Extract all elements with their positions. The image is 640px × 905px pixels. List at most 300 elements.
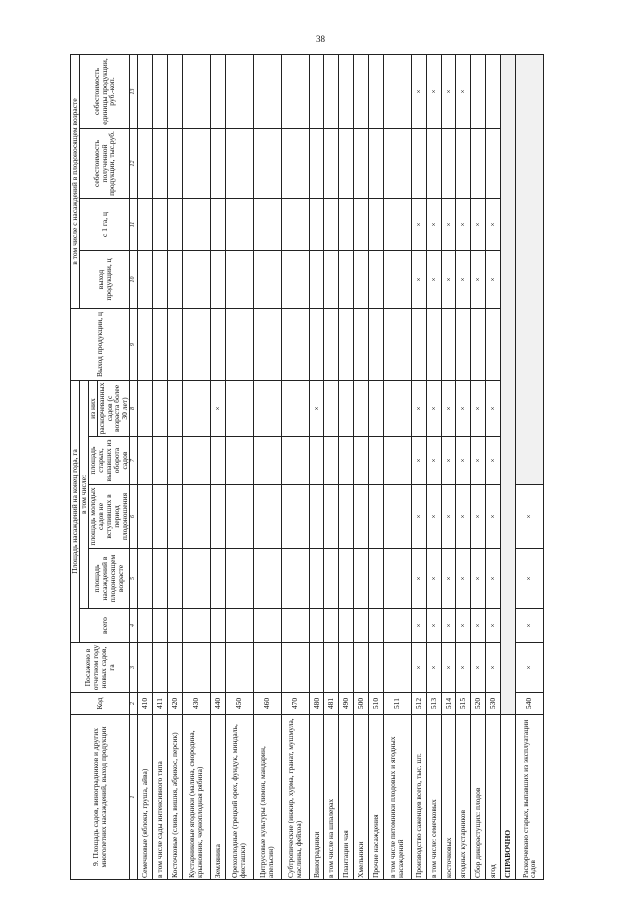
table-cell[interactable]	[309, 129, 324, 199]
table-row	[471, 55, 486, 880]
table-cell[interactable]	[339, 309, 354, 381]
table-row	[486, 55, 501, 880]
table-cell[interactable]: ×	[441, 55, 456, 129]
header-uproot: раскорчеванных садов (с возраста более 30 лет)	[97, 381, 130, 437]
table-cell[interactable]: ×	[471, 381, 486, 437]
table-cell[interactable]: ×	[441, 609, 456, 643]
row-code: 411	[152, 693, 167, 715]
table-cell[interactable]	[152, 549, 167, 609]
row-label: ягод	[486, 715, 501, 880]
table-cell[interactable]	[182, 643, 210, 693]
row-code: 500	[354, 693, 369, 715]
table-cell[interactable]	[210, 129, 225, 199]
table-cell[interactable]	[383, 199, 411, 251]
table-cell[interactable]	[309, 251, 324, 309]
table-cell[interactable]	[167, 129, 182, 199]
orchards-table	[70, 54, 544, 880]
row-label: Семечковые (яблоки, груша, айва)	[138, 715, 153, 880]
table-cell[interactable]	[253, 309, 281, 381]
table-cell[interactable]	[354, 381, 369, 437]
table-cell[interactable]	[309, 609, 324, 643]
table-cell[interactable]	[339, 381, 354, 437]
table-cell[interactable]	[441, 129, 456, 199]
table-cell[interactable]	[324, 55, 339, 129]
table-cell[interactable]	[369, 437, 384, 485]
table-cell[interactable]	[383, 437, 411, 485]
table-cell[interactable]	[354, 437, 369, 485]
row-label: Плантации чая	[339, 715, 354, 880]
row-label: Субтропические (инжир, хурма, гранат, мушмула, маслины, фейхоа)	[281, 715, 309, 880]
table-cell[interactable]	[369, 309, 384, 381]
table-cell[interactable]	[309, 643, 324, 693]
table-cell[interactable]	[167, 437, 182, 485]
table-cell[interactable]	[182, 485, 210, 549]
table-cell[interactable]: ×	[411, 549, 426, 609]
table-cell[interactable]	[210, 643, 225, 693]
table-cell[interactable]	[225, 251, 253, 309]
table-cell[interactable]: ×	[411, 609, 426, 643]
table-cell[interactable]	[225, 437, 253, 485]
table-cell[interactable]: ×	[426, 251, 441, 309]
table-cell[interactable]	[281, 609, 309, 643]
table-cell[interactable]: ×	[515, 485, 543, 549]
row-code: 481	[324, 693, 339, 715]
table-cell[interactable]	[281, 549, 309, 609]
table-row	[253, 55, 281, 880]
table-cell[interactable]	[456, 129, 471, 199]
table-cell[interactable]: ×	[411, 199, 426, 251]
table-cell[interactable]	[152, 643, 167, 693]
table-cell[interactable]	[138, 251, 153, 309]
column-index-cell: 13	[130, 55, 138, 129]
table-cell[interactable]	[167, 643, 182, 693]
table-cell[interactable]	[324, 381, 339, 437]
table-cell[interactable]: ×	[441, 199, 456, 251]
row-code: 520	[471, 693, 486, 715]
table-cell[interactable]	[309, 199, 324, 251]
table-cell[interactable]: ×	[426, 485, 441, 549]
table-cell[interactable]	[138, 609, 153, 643]
table-row	[281, 55, 309, 880]
table-cell[interactable]	[225, 199, 253, 251]
table-cell[interactable]	[138, 55, 153, 129]
table-cell[interactable]	[354, 609, 369, 643]
table-cell[interactable]: ×	[441, 485, 456, 549]
table-cell[interactable]	[324, 129, 339, 199]
table-cell[interactable]: ×	[471, 199, 486, 251]
row-label: Производство саженцев всего, тыс. шт.	[411, 715, 426, 880]
table-cell[interactable]	[309, 549, 324, 609]
table-cell[interactable]	[152, 199, 167, 251]
header-cost: себестоимость полученной продукции, тыс.руб.	[79, 129, 129, 199]
table-row	[383, 55, 411, 880]
table-cell[interactable]	[324, 437, 339, 485]
table-cell[interactable]: ×	[426, 437, 441, 485]
table-cell[interactable]	[152, 437, 167, 485]
column-index-cell: 9	[130, 309, 138, 381]
column-index-cell: 8	[130, 381, 138, 437]
table-cell[interactable]	[426, 129, 441, 199]
table-cell[interactable]	[281, 643, 309, 693]
table-cell[interactable]	[225, 609, 253, 643]
table-row	[339, 55, 354, 880]
table-cell[interactable]	[182, 199, 210, 251]
table-cell[interactable]: ×	[210, 381, 225, 437]
table-cell[interactable]	[210, 55, 225, 129]
table-cell[interactable]: ×	[486, 437, 501, 485]
table-cell[interactable]	[182, 609, 210, 643]
table-cell[interactable]: ×	[471, 609, 486, 643]
table-cell[interactable]	[225, 55, 253, 129]
table-cell[interactable]	[354, 55, 369, 129]
row-code: 515	[456, 693, 471, 715]
table-cell[interactable]	[225, 309, 253, 381]
table-cell[interactable]	[281, 381, 309, 437]
table-cell[interactable]	[253, 485, 281, 549]
table-cell[interactable]	[339, 251, 354, 309]
table-cell[interactable]	[253, 609, 281, 643]
row-code: 511	[383, 693, 411, 715]
table-cell[interactable]	[486, 129, 501, 199]
column-index-cell: 2	[130, 693, 138, 715]
table-cell[interactable]	[225, 549, 253, 609]
table-cell[interactable]	[253, 199, 281, 251]
table-cell[interactable]	[210, 309, 225, 381]
column-index-cell: 5	[130, 549, 138, 609]
table-cell[interactable]	[167, 549, 182, 609]
row-code: 430	[182, 693, 210, 715]
header-yield: с 1 га, ц	[79, 199, 129, 251]
table-cell[interactable]	[182, 251, 210, 309]
table-cell[interactable]: ×	[486, 251, 501, 309]
table-cell[interactable]: ×	[441, 643, 456, 693]
table-cell[interactable]: ×	[471, 437, 486, 485]
row-label: в том числе на шпалерах	[324, 715, 339, 880]
table-cell[interactable]	[324, 309, 339, 381]
table-cell[interactable]	[383, 55, 411, 129]
table-cell[interactable]	[486, 309, 501, 381]
table-cell[interactable]	[138, 437, 153, 485]
table-cell[interactable]	[138, 549, 153, 609]
row-code: 440	[210, 693, 225, 715]
table-cell[interactable]: ×	[441, 437, 456, 485]
table-cell[interactable]	[339, 437, 354, 485]
table-cell[interactable]	[225, 485, 253, 549]
table-cell[interactable]	[138, 485, 153, 549]
table-cell[interactable]	[324, 199, 339, 251]
table-cell[interactable]: ×	[456, 609, 471, 643]
row-label: ягодных кустарников	[456, 715, 471, 880]
table-cell[interactable]: ×	[456, 251, 471, 309]
row-label: Кустарниковые ягодники (малина, смородина, крыжовник, черноплодная рябина)	[182, 715, 210, 880]
table-cell[interactable]	[411, 309, 426, 381]
table-cell[interactable]	[354, 309, 369, 381]
row-code: 480	[309, 693, 324, 715]
table-cell[interactable]	[225, 381, 253, 437]
row-code: 460	[253, 693, 281, 715]
table-row	[225, 55, 253, 880]
column-index-cell: 11	[130, 199, 138, 251]
table-cell[interactable]: ×	[471, 485, 486, 549]
header-code: Код	[71, 693, 130, 715]
table-cell[interactable]: ×	[411, 485, 426, 549]
table-cell[interactable]	[253, 251, 281, 309]
table-cell[interactable]	[383, 129, 411, 199]
table-cell[interactable]	[210, 609, 225, 643]
table-row	[167, 55, 182, 880]
table-cell[interactable]	[138, 199, 153, 251]
table-cell[interactable]: ×	[456, 199, 471, 251]
table-cell[interactable]	[383, 485, 411, 549]
table-cell[interactable]	[182, 381, 210, 437]
table-cell[interactable]	[471, 129, 486, 199]
table-cell[interactable]: ×	[486, 199, 501, 251]
table-cell[interactable]: ×	[441, 549, 456, 609]
table-cell[interactable]	[167, 55, 182, 129]
table-cell[interactable]	[253, 437, 281, 485]
table-cell[interactable]	[152, 129, 167, 199]
header-of-which: из них	[88, 381, 97, 437]
table-cell[interactable]	[486, 55, 501, 129]
table-cell[interactable]	[369, 643, 384, 693]
table-cell[interactable]	[210, 199, 225, 251]
table-cell[interactable]	[253, 643, 281, 693]
table-cell[interactable]	[354, 199, 369, 251]
table-cell[interactable]	[281, 309, 309, 381]
table-cell[interactable]	[253, 55, 281, 129]
table-cell[interactable]: ×	[486, 643, 501, 693]
table-cell[interactable]: ×	[411, 381, 426, 437]
table-cell[interactable]	[225, 643, 253, 693]
table-cell[interactable]	[182, 549, 210, 609]
reference-title-fill	[500, 55, 515, 715]
table-cell[interactable]	[309, 55, 324, 129]
form-section-9	[70, 55, 544, 880]
table-cell[interactable]	[339, 55, 354, 129]
table-cell[interactable]	[324, 485, 339, 549]
table-cell[interactable]	[253, 381, 281, 437]
row-label: косточковых	[441, 715, 456, 880]
table-cell[interactable]	[167, 199, 182, 251]
row-code: 420	[167, 693, 182, 715]
table-cell[interactable]	[281, 437, 309, 485]
table-cell[interactable]	[182, 55, 210, 129]
table-cell[interactable]	[339, 199, 354, 251]
table-cell[interactable]	[225, 129, 253, 199]
table-cell[interactable]	[339, 609, 354, 643]
reference-empty-fill	[515, 55, 543, 485]
table-cell[interactable]: ×	[426, 199, 441, 251]
table-row	[411, 55, 426, 880]
table-cell[interactable]	[152, 55, 167, 129]
table-cell[interactable]	[383, 643, 411, 693]
table-cell[interactable]	[471, 309, 486, 381]
table-cell[interactable]	[383, 549, 411, 609]
row-code: 510	[369, 693, 384, 715]
column-index-cell: 12	[130, 129, 138, 199]
table-cell[interactable]	[471, 55, 486, 129]
table-cell[interactable]	[167, 381, 182, 437]
table-cell[interactable]: ×	[456, 643, 471, 693]
row-label: Виноградники	[309, 715, 324, 880]
table-cell[interactable]	[152, 309, 167, 381]
table-cell[interactable]: ×	[456, 55, 471, 129]
table-cell[interactable]: ×	[411, 643, 426, 693]
row-label: Сбор дикорастущих: плодов	[471, 715, 486, 880]
table-cell[interactable]: ×	[411, 437, 426, 485]
table-cell[interactable]	[253, 549, 281, 609]
table-cell[interactable]	[369, 609, 384, 643]
table-cell[interactable]	[339, 485, 354, 549]
header-planted: Посажено в отчетном году новых садов, га	[71, 643, 130, 693]
table-row	[369, 55, 384, 880]
table-cell[interactable]	[167, 309, 182, 381]
table-cell[interactable]: ×	[486, 381, 501, 437]
table-cell[interactable]	[339, 643, 354, 693]
table-cell[interactable]: ×	[426, 381, 441, 437]
reference-title-row	[500, 55, 515, 880]
table-cell[interactable]	[369, 251, 384, 309]
table-cell[interactable]	[138, 643, 153, 693]
table-cell[interactable]	[182, 309, 210, 381]
table-cell[interactable]	[281, 251, 309, 309]
table-cell[interactable]	[324, 549, 339, 609]
table-cell[interactable]: ×	[456, 437, 471, 485]
row-code: 512	[411, 693, 426, 715]
table-cell[interactable]: ×	[486, 609, 501, 643]
table-cell[interactable]	[354, 129, 369, 199]
table-cell[interactable]: ×	[309, 381, 324, 437]
table-cell[interactable]: ×	[471, 549, 486, 609]
table-cell[interactable]: ×	[426, 55, 441, 129]
table-cell[interactable]: ×	[456, 381, 471, 437]
row-label: Цитрусовые культуры (лимон, мандарин, апельсин)	[253, 715, 281, 880]
table-cell[interactable]	[152, 381, 167, 437]
table-cell[interactable]	[339, 549, 354, 609]
table-cell[interactable]	[383, 381, 411, 437]
header-output: Выход продукции, ц	[71, 309, 130, 381]
table-cell[interactable]	[167, 609, 182, 643]
table-cell[interactable]	[210, 251, 225, 309]
table-cell[interactable]: ×	[486, 549, 501, 609]
table-cell[interactable]	[411, 129, 426, 199]
table-cell[interactable]: ×	[515, 643, 543, 693]
table-cell[interactable]: ×	[471, 251, 486, 309]
table-cell[interactable]	[182, 129, 210, 199]
table-cell[interactable]	[354, 251, 369, 309]
row-label: в том числе питомники плодовых и ягодных насаждений	[383, 715, 411, 880]
table-cell[interactable]	[138, 129, 153, 199]
table-cell[interactable]	[441, 309, 456, 381]
table-cell[interactable]: ×	[515, 609, 543, 643]
table-cell[interactable]	[369, 129, 384, 199]
table-cell[interactable]	[152, 485, 167, 549]
table-cell[interactable]: ×	[486, 485, 501, 549]
table-cell[interactable]	[281, 199, 309, 251]
row-code: 530	[486, 693, 501, 715]
table-cell[interactable]	[354, 549, 369, 609]
table-cell[interactable]: ×	[515, 549, 543, 609]
table-row	[324, 55, 339, 880]
table-cell[interactable]	[383, 609, 411, 643]
row-code: 513	[426, 693, 441, 715]
table-cell[interactable]	[324, 643, 339, 693]
header-name: 9. Площадь садов, виноградников и других многолетних насаждений, выход продукции	[71, 715, 130, 880]
header-fruiting: площадь насаждений в плодоносящем возрасте	[88, 549, 129, 609]
table-cell[interactable]: ×	[471, 643, 486, 693]
table-cell[interactable]	[210, 437, 225, 485]
table-cell[interactable]: ×	[426, 549, 441, 609]
table-cell[interactable]	[383, 309, 411, 381]
table-cell[interactable]: ×	[441, 251, 456, 309]
table-cell[interactable]: ×	[411, 251, 426, 309]
table-row	[426, 55, 441, 880]
table-cell[interactable]	[369, 199, 384, 251]
table-cell[interactable]	[309, 437, 324, 485]
table-cell[interactable]	[167, 485, 182, 549]
table-cell[interactable]	[339, 129, 354, 199]
table-row	[152, 55, 167, 880]
table-cell[interactable]	[354, 643, 369, 693]
column-index-cell: 10	[130, 251, 138, 309]
table-cell[interactable]	[456, 309, 471, 381]
table-cell[interactable]	[369, 55, 384, 129]
row-label: в том числе: семечковых	[426, 715, 441, 880]
table-cell[interactable]	[281, 129, 309, 199]
table-cell[interactable]	[152, 609, 167, 643]
table-cell[interactable]: ×	[456, 485, 471, 549]
table-cell[interactable]	[369, 485, 384, 549]
table-cell[interactable]	[309, 485, 324, 549]
table-row	[456, 55, 471, 880]
table-cell[interactable]	[324, 251, 339, 309]
table-cell[interactable]	[138, 309, 153, 381]
table-cell[interactable]	[138, 381, 153, 437]
table-cell[interactable]	[369, 381, 384, 437]
table-cell[interactable]	[210, 549, 225, 609]
table-cell[interactable]	[281, 55, 309, 129]
table-cell[interactable]	[210, 485, 225, 549]
table-cell[interactable]: ×	[411, 55, 426, 129]
table-row	[309, 55, 324, 880]
row-code: 450	[225, 693, 253, 715]
table-cell[interactable]: ×	[456, 549, 471, 609]
row-label: Косточковые (слива, вишня, абрикос, персик)	[167, 715, 182, 880]
table-cell[interactable]: ×	[441, 381, 456, 437]
header-young: площадь молодых садов не вступивших в период плодоношения	[88, 485, 129, 549]
table-cell[interactable]: ×	[426, 609, 441, 643]
table-cell[interactable]	[309, 309, 324, 381]
header-fruiting-output-group: в том числе с насаждений в плодоносящем возрасте	[71, 55, 80, 309]
table-cell[interactable]	[369, 549, 384, 609]
table-row	[441, 55, 456, 880]
table-cell[interactable]	[281, 485, 309, 549]
table-cell[interactable]	[324, 609, 339, 643]
table-cell[interactable]	[152, 251, 167, 309]
table-row	[354, 55, 369, 880]
table-cell[interactable]	[383, 251, 411, 309]
table-cell[interactable]	[182, 437, 210, 485]
table-cell[interactable]	[354, 485, 369, 549]
table-cell[interactable]	[167, 251, 182, 309]
page-number: 38	[316, 34, 325, 44]
table-cell[interactable]	[253, 129, 281, 199]
row-label: Хмельники	[354, 715, 369, 880]
row-label: Земляника	[210, 715, 225, 880]
column-index-cell: 6	[130, 485, 138, 549]
table-cell[interactable]	[426, 309, 441, 381]
table-cell[interactable]: ×	[426, 643, 441, 693]
